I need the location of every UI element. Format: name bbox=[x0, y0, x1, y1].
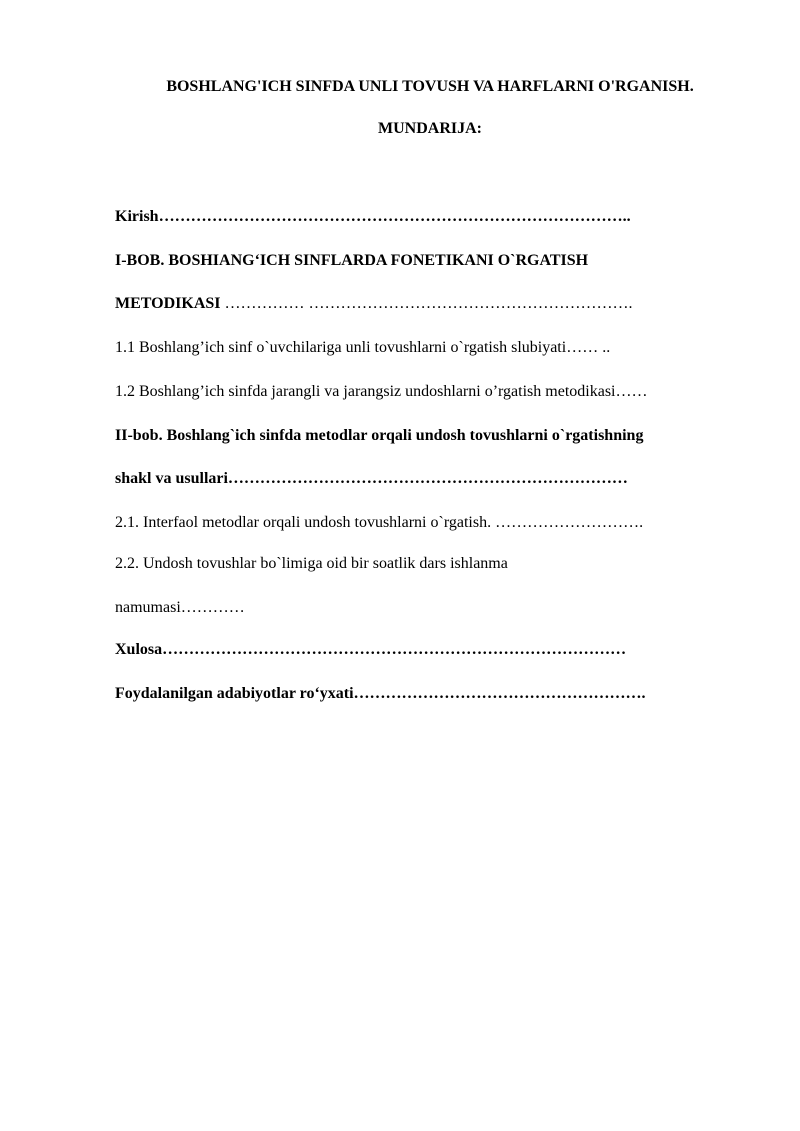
toc-entry-bob1-title-word: METODIKASI bbox=[115, 295, 221, 312]
toc-entry-bob1-dots: …………… ……………………………………………………. bbox=[220, 295, 633, 312]
toc-entry-1-1: 1.1 Boshlang’ich sinf o`uvchilariga unli tovushlarni o`rgatish slubiyati…… .. bbox=[115, 339, 611, 356]
toc-entry-2-2: 2.2. Undosh tovushlar bo`limiga oid bir soatlik dars ishlanma bbox=[115, 555, 508, 572]
toc-entry-2-1: 2.1. Interfaol metodlar orqali undosh tovushlarni o`rgatish. ………………………. bbox=[115, 514, 644, 531]
toc-entry-bob2-title-cont: shakl va usullari………………………………………………………………… bbox=[115, 470, 628, 487]
toc-entry-xulosa: Xulosa…………………………………………………………………………… bbox=[115, 641, 627, 658]
toc-entry-kirish: Kirish…………………………………………………………………………….. bbox=[115, 208, 631, 225]
toc-heading: MUNDARIJA: bbox=[378, 120, 482, 137]
toc-entry-1-2: 1.2 Boshlang’ich sinfda jarangli va jarangsiz undoshlarni o’rgatish metodikasi…… bbox=[115, 383, 648, 400]
toc-entry-bob1-title-cont bbox=[115, 293, 633, 315]
toc-entry-bob1-title: I-BOB. BOSHIANG‘ICH SINFLARDA FONETIKANI O`RGATISH bbox=[115, 252, 589, 269]
toc-entry-2-2-cont: namumasi………… bbox=[115, 599, 245, 616]
document-title: BOSHLANG'ICH SINFDA UNLI TOVUSH VA HARFLARNI O'RGANISH. bbox=[166, 78, 694, 95]
toc-entry-bob2-title: II-bob. Boshlang`ich sinfda metodlar orqali undosh tovushlarni o`rgatishning bbox=[115, 427, 644, 444]
toc-entry-adabiyotlar: Foydalanilgan adabiyotlar ro‘yxati………………………………………………. bbox=[115, 685, 646, 702]
